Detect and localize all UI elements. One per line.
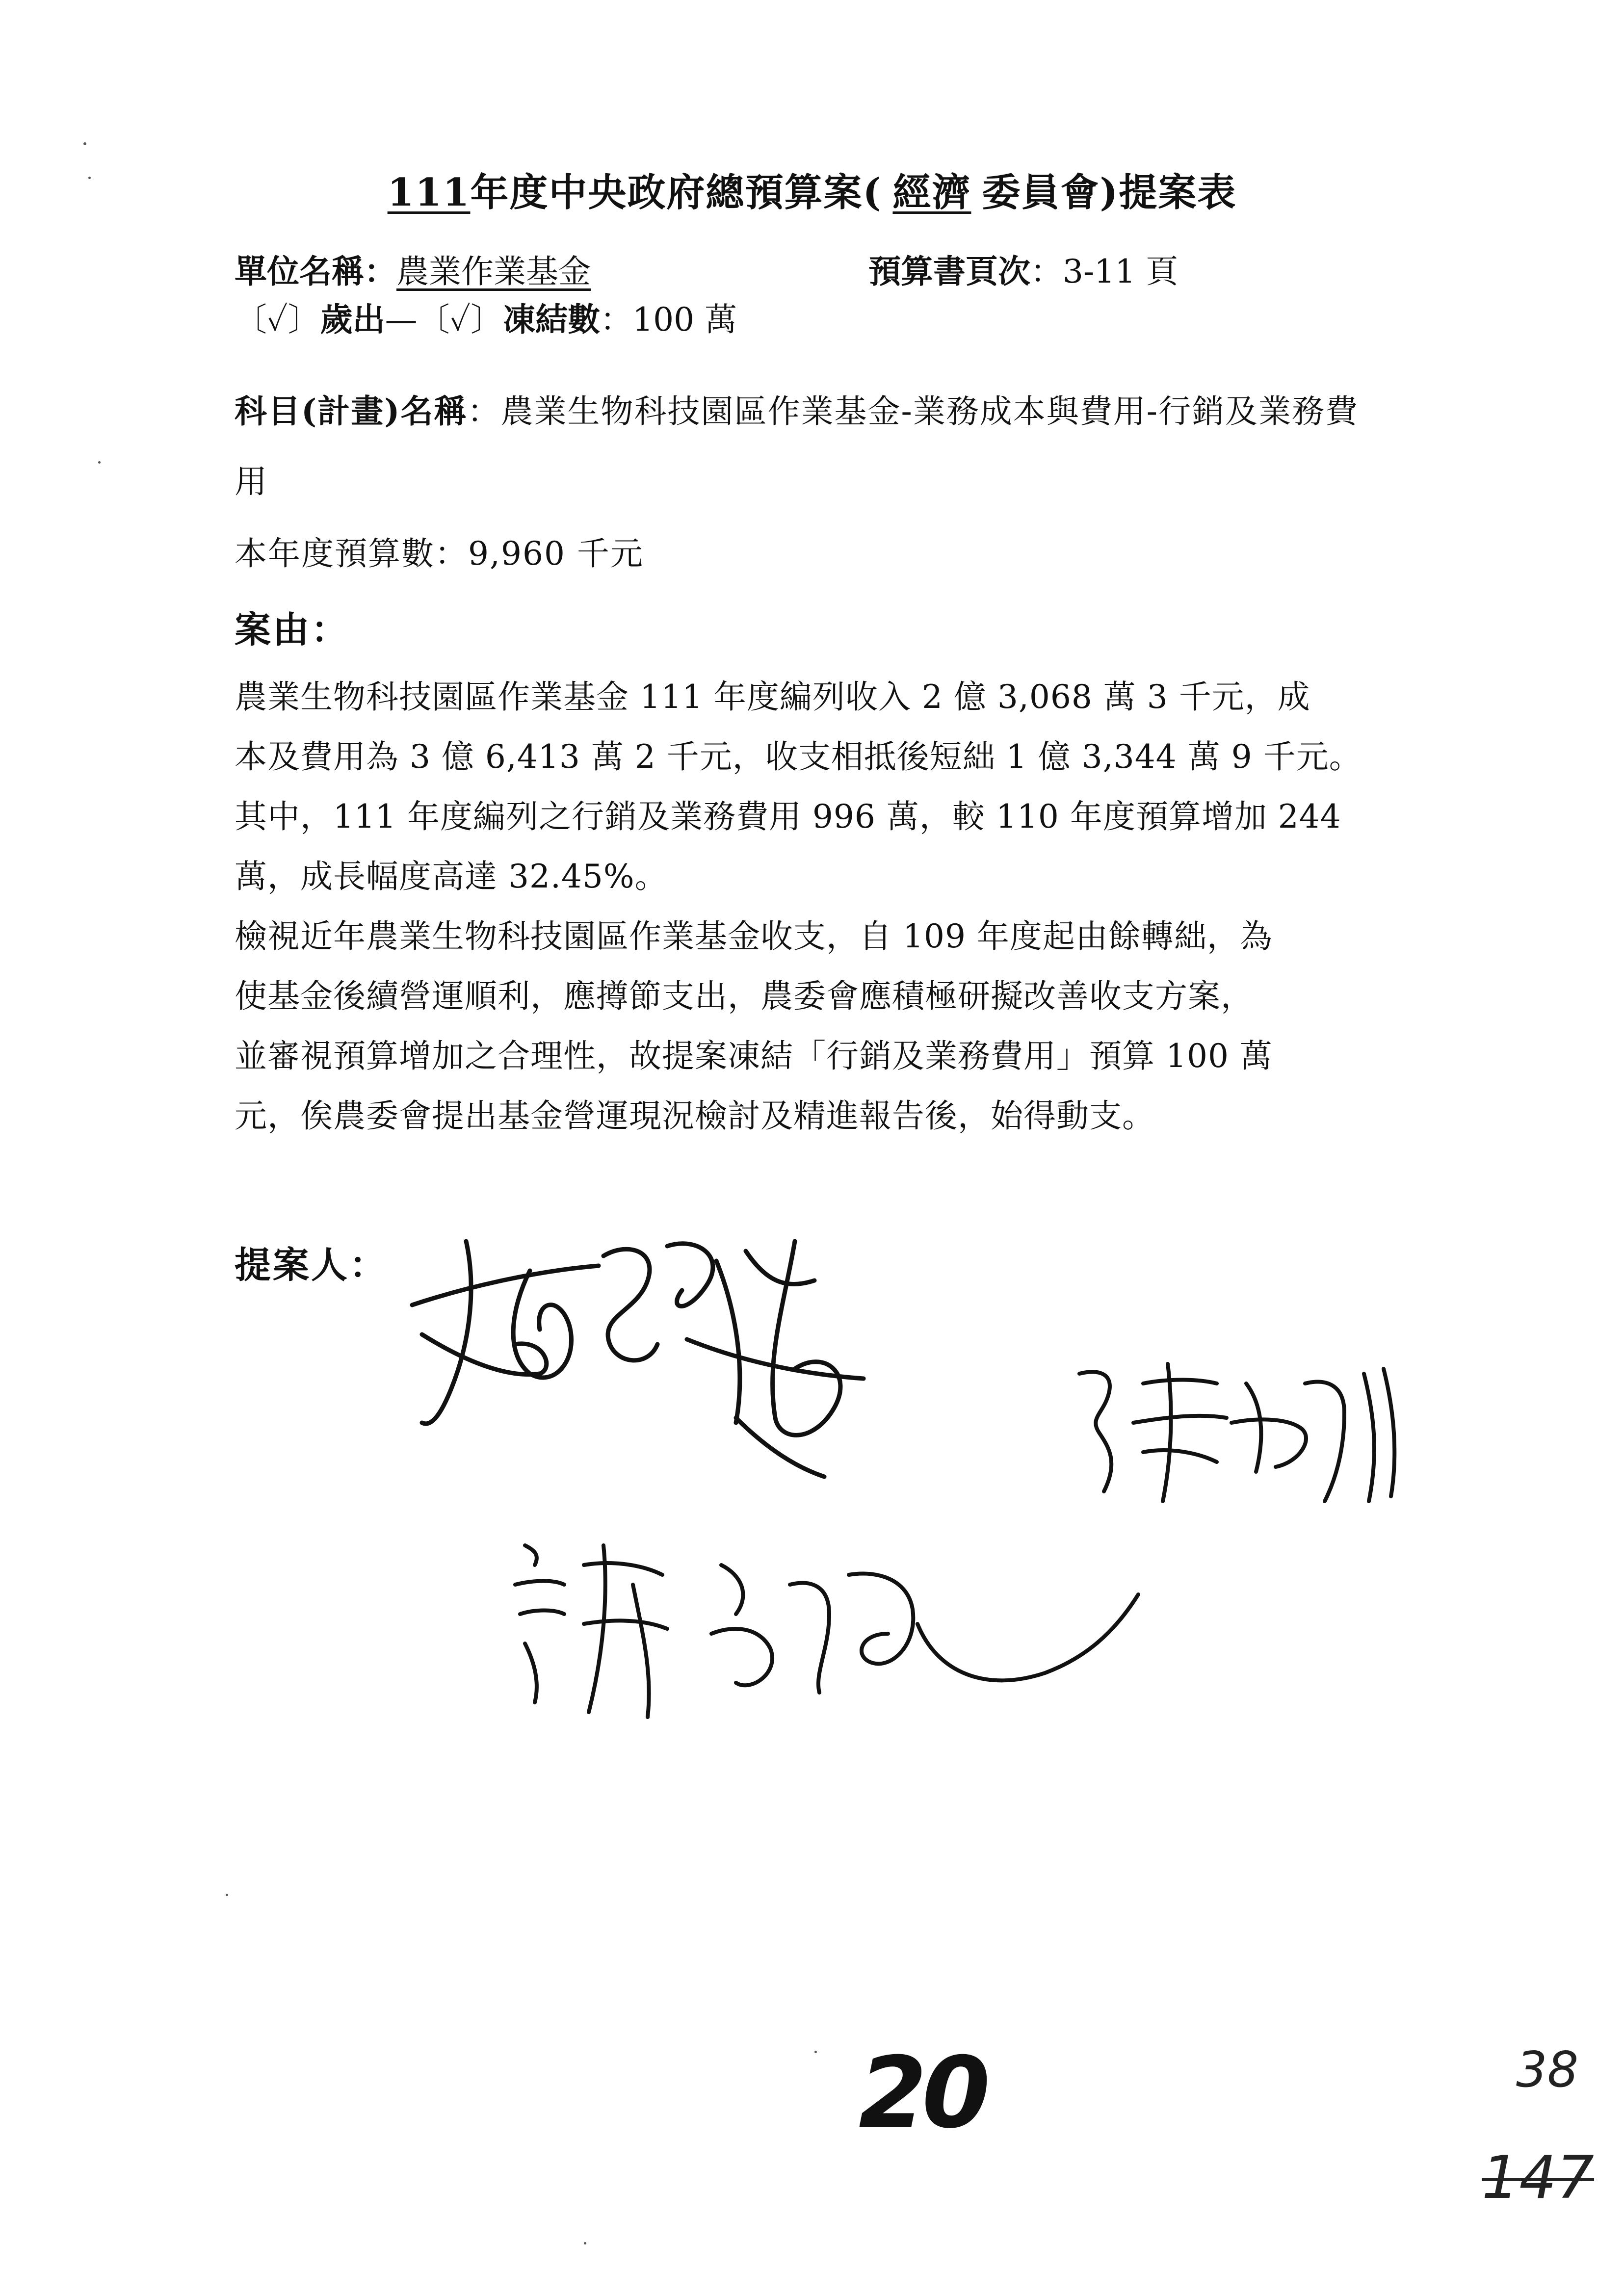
reason-heading: 案由：	[235, 609, 349, 651]
freeze-row	[235, 293, 737, 340]
title-after-committee: 委員會)提案表	[982, 170, 1237, 215]
reason-body	[235, 667, 1451, 1146]
annual-budget-amount: 本年度預算數：9,960 千元	[235, 535, 644, 573]
reason-line: 元，俟農委會提出基金營運現況檢討及精進報告後，始得動支。	[235, 1097, 1155, 1135]
reason-line: 並審視預算增加之合理性，故提案凍結「行銷及業務費用」預算 100 萬	[235, 1037, 1273, 1075]
unit-value: 農業作業基金	[396, 253, 591, 290]
reason-line: 萬，成長幅度高達 32.45%。	[235, 858, 668, 895]
freeze-value: ：100 萬	[600, 301, 737, 339]
handwritten-page-number: 20	[859, 2036, 986, 2150]
scan-speck	[814, 2051, 817, 2053]
scan-speck	[98, 461, 101, 464]
scan-speck	[226, 1894, 228, 1896]
subject-value: ：農業生物科技園區作業基金-業務成本與費用-行銷及業務費	[467, 392, 1359, 430]
reason-line: 檢視近年農業生物科技園區作業基金收支，自 109 年度起由餘轉絀，為	[235, 917, 1273, 955]
expense-checkbox: 〔✓〕	[235, 301, 320, 339]
subject-row	[235, 385, 1359, 432]
title-before-committee: 年度中央政府總預算案(	[470, 170, 882, 215]
subject-label: 科目(計畫)名稱	[235, 392, 468, 430]
title-committee: 經濟	[892, 170, 971, 215]
reason-line: 其中，111 年度編列之行銷及業務費用 996 萬，較 110 年度預算增加 244	[235, 798, 1341, 835]
corner-number-bottom: 147	[1482, 2144, 1595, 2212]
freeze-label: 凍結數	[503, 300, 601, 339]
proposer-label: 提案人：	[235, 1244, 388, 1286]
freeze-checkbox: 〔✓〕	[417, 301, 503, 339]
scan-speck	[88, 177, 91, 179]
reason-line: 本及費用為 3 億 6,413 萬 2 千元，收支相抵後短絀 1 億 3,344 萬 9 千元。	[235, 738, 1362, 776]
signature-1	[393, 1212, 883, 1482]
unit-label: 單位名稱：	[235, 252, 396, 290]
scan-speck	[83, 142, 86, 145]
scan-speck	[584, 2242, 586, 2244]
freeze-dash: —	[385, 301, 418, 339]
corner-number-top: 38	[1516, 2041, 1579, 2098]
document-title	[0, 162, 1624, 217]
reason-line: 使基金後續營運順利，應撙節支出，農委會應積極研擬改善收支方案，	[235, 977, 1254, 1015]
expense-label: 歲出	[320, 300, 385, 339]
signature-2	[1070, 1354, 1403, 1516]
unit-row	[235, 245, 591, 292]
subject-continuation: 用	[235, 463, 267, 500]
reason-line: 農業生物科技園區作業基金 111 年度編列收入 2 億 3,068 萬 3 千元，成	[235, 678, 1310, 716]
budget-page-row	[868, 245, 1178, 292]
title-year: 111	[387, 170, 471, 215]
signature-3	[505, 1536, 1143, 1732]
budget-page-label: 預算書頁次	[868, 252, 1030, 290]
budget-page-value: ：3-11 頁	[1030, 253, 1179, 290]
